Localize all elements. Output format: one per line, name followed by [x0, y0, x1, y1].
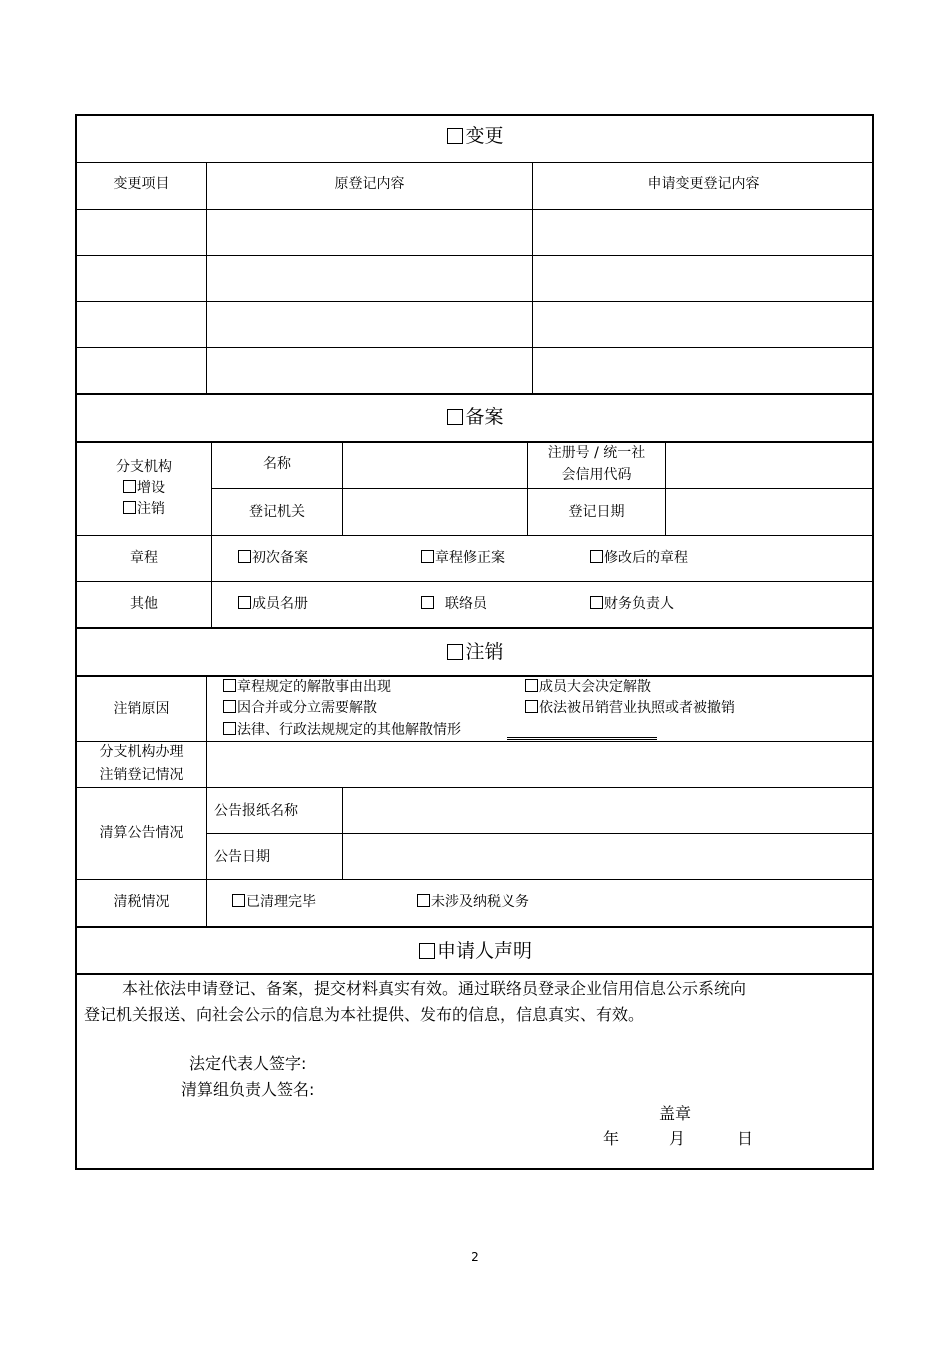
declaration-text-line1: 本社依法申请登记、备案，提交材料真实有效。通过联络员登录企业信用信息公示系统向: [122, 979, 747, 998]
reason-option-2[interactable]: [525, 677, 651, 697]
charter-revised-option[interactable]: [590, 548, 688, 568]
reason-3-label: 因合并或分立需要解散: [237, 700, 377, 716]
reason-option-3[interactable]: [223, 698, 377, 718]
branch-dereg-label-line2: 注销登记情况: [99, 767, 184, 783]
other-finance-option[interactable]: [590, 594, 674, 614]
branch-add-option[interactable]: [77, 478, 211, 498]
branch-cancel-option[interactable]: [77, 499, 211, 519]
name-label: 名称: [263, 456, 291, 472]
deregister-title-label: 注销: [465, 641, 504, 663]
liaison-label: 联络员: [445, 596, 487, 612]
tax-none-option[interactable]: [417, 892, 529, 912]
liquidation-notice-label: 清算公告情况: [99, 825, 184, 841]
checkbox-members[interactable]: [238, 596, 251, 609]
other-reason-blank[interactable]: [507, 737, 657, 738]
reg-date-label: 登记日期: [568, 504, 625, 520]
reason-2-label: 成员大会决定解散: [539, 679, 651, 695]
page-number: 2: [471, 1250, 479, 1264]
year-label: 年: [603, 1129, 620, 1148]
reason-option-5[interactable]: [223, 720, 461, 740]
charter-label: 章程: [130, 550, 158, 566]
checkbox-charter-initial[interactable]: [238, 550, 251, 563]
checkbox-reason-1[interactable]: [223, 679, 236, 692]
checkbox-tax-none[interactable]: [417, 894, 430, 907]
notice-date-label: 公告日期: [214, 849, 270, 865]
section-title-declaration: [77, 938, 874, 964]
section-title-filing: [77, 404, 874, 430]
seal-label: 盖章: [659, 1104, 692, 1123]
declaration-title-label: 申请人声明: [436, 940, 532, 962]
charter-revised-label: 修改后的章程: [604, 550, 688, 566]
checkbox-reason-2[interactable]: [525, 679, 538, 692]
checkbox-charter-revised[interactable]: [590, 550, 603, 563]
checkbox-change[interactable]: [447, 128, 463, 144]
checkbox-deregister[interactable]: [447, 644, 463, 660]
members-label: 成员名册: [252, 596, 308, 612]
col-header-original-content: 原登记内容: [334, 176, 405, 192]
reg-no-label-line2: 会信用代码: [561, 467, 632, 483]
col-header-new-content: 申请变更登记内容: [647, 176, 760, 192]
checkbox-reason-3[interactable]: [223, 700, 236, 713]
filing-title-label: 备案: [465, 406, 504, 428]
section-title-change: [77, 123, 874, 149]
checkbox-tax-cleared[interactable]: [232, 894, 245, 907]
reason-option-1[interactable]: [223, 677, 391, 697]
newspaper-name-label: 公告报纸名称: [214, 803, 298, 819]
section-title-deregister: [77, 639, 874, 665]
branch-dereg-label-line1: 分支机构办理: [99, 744, 184, 760]
finance-label: 财务负责人: [604, 596, 674, 612]
tax-clearance-label: 清税情况: [113, 894, 170, 910]
charter-amend-option[interactable]: [421, 548, 505, 568]
reason-option-4[interactable]: [525, 698, 735, 718]
checkbox-liaison[interactable]: [421, 596, 434, 609]
checkbox-reason-4[interactable]: [525, 700, 538, 713]
other-members-option[interactable]: [238, 594, 308, 614]
reg-no-label-line1: 注册号 / 统一社: [547, 445, 646, 461]
checkbox-filing[interactable]: [447, 409, 463, 425]
branch-add-label: 增设: [137, 480, 165, 496]
branch-cancel-label: 注销: [137, 501, 165, 517]
declaration-text-line2: 登记机关报送、向社会公示的信息为本社提供、发布的信息，信息真实、有效。: [84, 1005, 645, 1024]
day-label: 日: [737, 1129, 754, 1148]
checkbox-reason-5[interactable]: [223, 722, 236, 735]
charter-initial-label: 初次备案: [252, 550, 308, 566]
tax-cleared-option[interactable]: [232, 892, 316, 912]
branch-label: 分支机构: [116, 459, 172, 475]
checkbox-charter-amend[interactable]: [421, 550, 434, 563]
other-liaison-option[interactable]: [421, 594, 487, 614]
checkbox-branch-add[interactable]: [123, 480, 136, 493]
reason-5-label: 法律、行政法规规定的其他解散情形: [237, 722, 461, 738]
other-label: 其他: [130, 596, 158, 612]
col-header-change-item: 变更项目: [113, 176, 170, 192]
checkbox-finance[interactable]: [590, 596, 603, 609]
deregister-reason-label: 注销原因: [113, 701, 170, 717]
other-reason-blank-underline: [507, 739, 657, 740]
month-label: 月: [669, 1129, 686, 1148]
reason-1-label: 章程规定的解散事由出现: [237, 679, 391, 695]
checkbox-declaration[interactable]: [419, 943, 435, 959]
liquidation-head-signature[interactable]: 清算组负责人签名:: [181, 1080, 315, 1099]
tax-none-label: 未涉及纳税义务: [431, 894, 529, 910]
charter-initial-option[interactable]: [238, 548, 308, 568]
charter-amend-label: 章程修正案: [435, 550, 505, 566]
checkbox-branch-cancel[interactable]: [123, 501, 136, 514]
tax-cleared-label: 已清理完毕: [246, 894, 316, 910]
legal-rep-signature[interactable]: 法定代表人签字:: [189, 1054, 307, 1073]
registration-form: [75, 114, 874, 1170]
reason-4-label: 依法被吊销营业执照或者被撤销: [539, 700, 735, 716]
change-title-label: 变更: [465, 125, 504, 147]
authority-label: 登记机关: [249, 504, 305, 520]
